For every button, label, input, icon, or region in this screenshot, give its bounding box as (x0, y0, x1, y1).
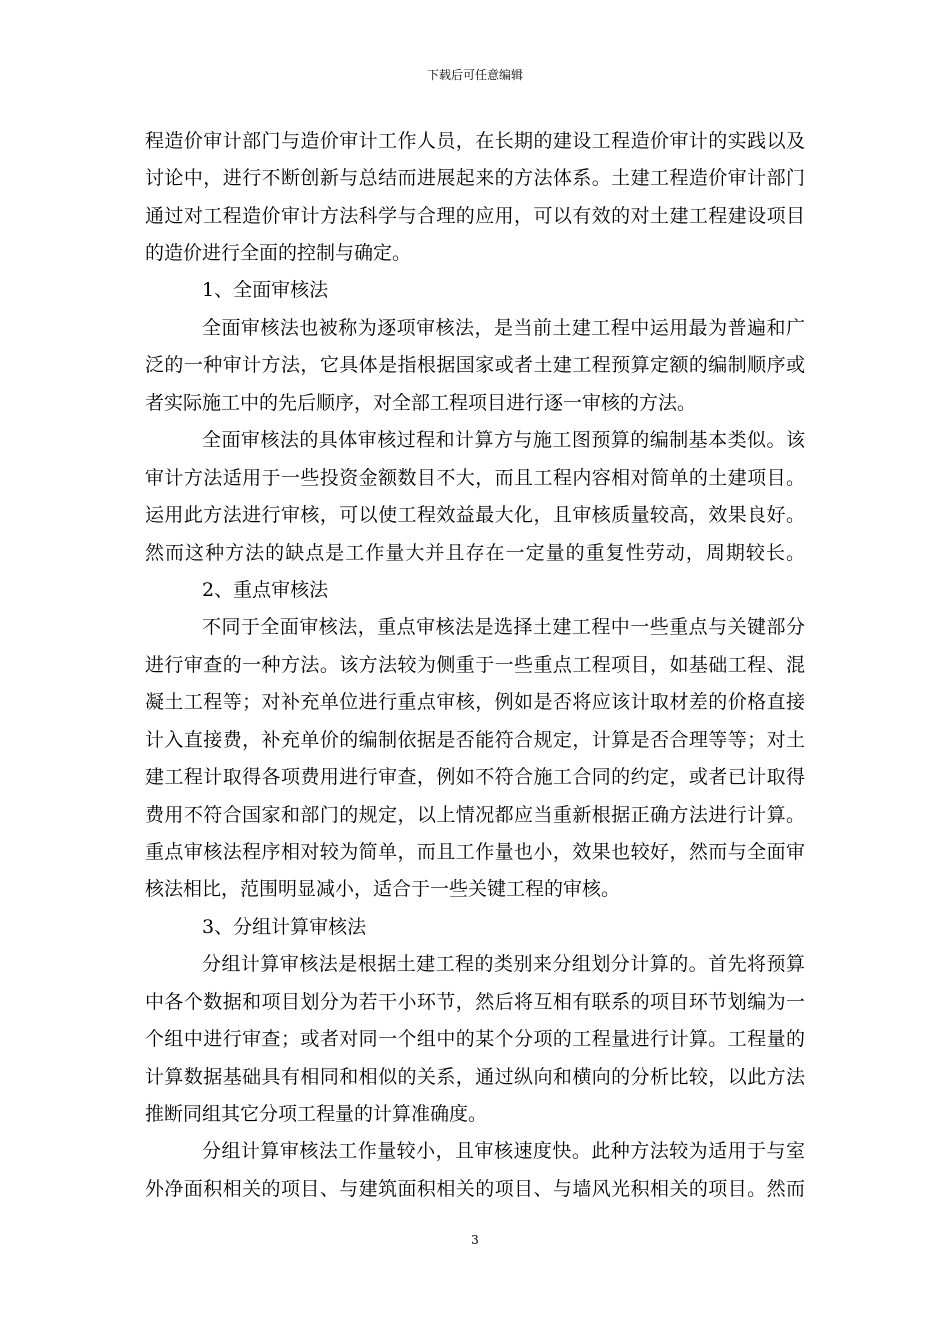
body-line: 分组计算审核法是根据土建工程的类别来分组划分计算的。首先将预算 (202, 953, 805, 975)
body-line: 者实际施工中的先后顺序，对全部工程项目进行逐一审核的方法。 (145, 392, 697, 414)
body-line: 计入直接费，补充单价的编制依据是否能符合规定，计算是否合理等等；对土 (145, 729, 805, 751)
body-line: 分组计算审核法工作量较小，且审核速度快。此种方法较为适用于与室 (202, 1140, 805, 1162)
body-line: 个组中进行审查；或者对同一个组中的某个分项的工程量进行计算。工程量的 (145, 1028, 805, 1050)
body-line: 中各个数据和项目划分为若干小环节，然后将互相有联系的项目环节划编为一 (145, 991, 805, 1013)
page-number: 3 (471, 1233, 479, 1247)
body-line: 的造价进行全面的控制与确定。 (145, 242, 412, 264)
section-heading: 3、分组计算审核法 (202, 916, 367, 938)
body-line: 凝土工程等；对补充单位进行重点审核，例如是否将应该计取材差的价格直接 (145, 691, 805, 713)
body-line: 通过对工程造价审计方法科学与合理的应用，可以有效的对土建工程建设项目 (145, 205, 805, 227)
body-line: 审计方法适用于一些投资金额数目不大，而且工程内容相对简单的土建项目。 (145, 467, 805, 489)
body-line: 推断同组其它分项工程量的计算准确度。 (145, 1103, 488, 1125)
body-line: 费用不符合国家和部门的规定，以上情况都应当重新根据正确方法进行计算。 (145, 804, 805, 826)
page-header: 下载后可任意编辑 (426, 68, 523, 82)
body-line: 然而这种方法的缺点是工作量大并且存在一定量的重复性劳动，周期较长。 (145, 542, 805, 564)
section-heading: 1、全面审核法 (202, 279, 329, 301)
body-line: 外净面积相关的项目、与建筑面积相关的项目、与墙风光积相关的项目。然而 (145, 1178, 805, 1200)
body-line: 全面审核法也被称为逐项审核法，是当前土建工程中运用最为普遍和广 (202, 317, 805, 339)
body-line: 运用此方法进行审核，可以使工程效益最大化，且审核质量较高，效果良好。 (145, 504, 805, 526)
body-line: 核法相比，范围明显减小，适合于一些关键工程的审核。 (145, 878, 621, 900)
body-line: 泛的一种审计方法，它具体是指根据国家或者土建工程预算定额的编制顺序或 (145, 354, 805, 376)
body-line: 全面审核法的具体审核过程和计算方与施工图预算的编制基本类似。该 (202, 429, 805, 451)
body-line: 重点审核法程序相对较为简单，而且工作量也小，效果也较好，然而与全面审 (145, 841, 805, 863)
body-line: 讨论中，进行不断创新与总结而进展起来的方法体系。土建工程造价审计部门 (145, 167, 805, 189)
section-heading: 2、重点审核法 (202, 579, 329, 601)
body-line: 进行审查的一种方法。该方法较为侧重于一些重点工程项目，如基础工程、混 (145, 654, 805, 676)
body-line: 建工程计取得各项费用进行审查，例如不符合施工合同的约定，或者已计取得 (145, 766, 805, 788)
body-line: 程造价审计部门与造价审计工作人员，在长期的建设工程造价审计的实践以及 (145, 130, 805, 152)
body-line: 计算数据基础具有相同和相似的关系，通过纵向和横向的分析比较，以此方法 (145, 1066, 805, 1088)
body-line: 不同于全面审核法，重点审核法是选择土建工程中一些重点与关键部分 (202, 616, 805, 638)
